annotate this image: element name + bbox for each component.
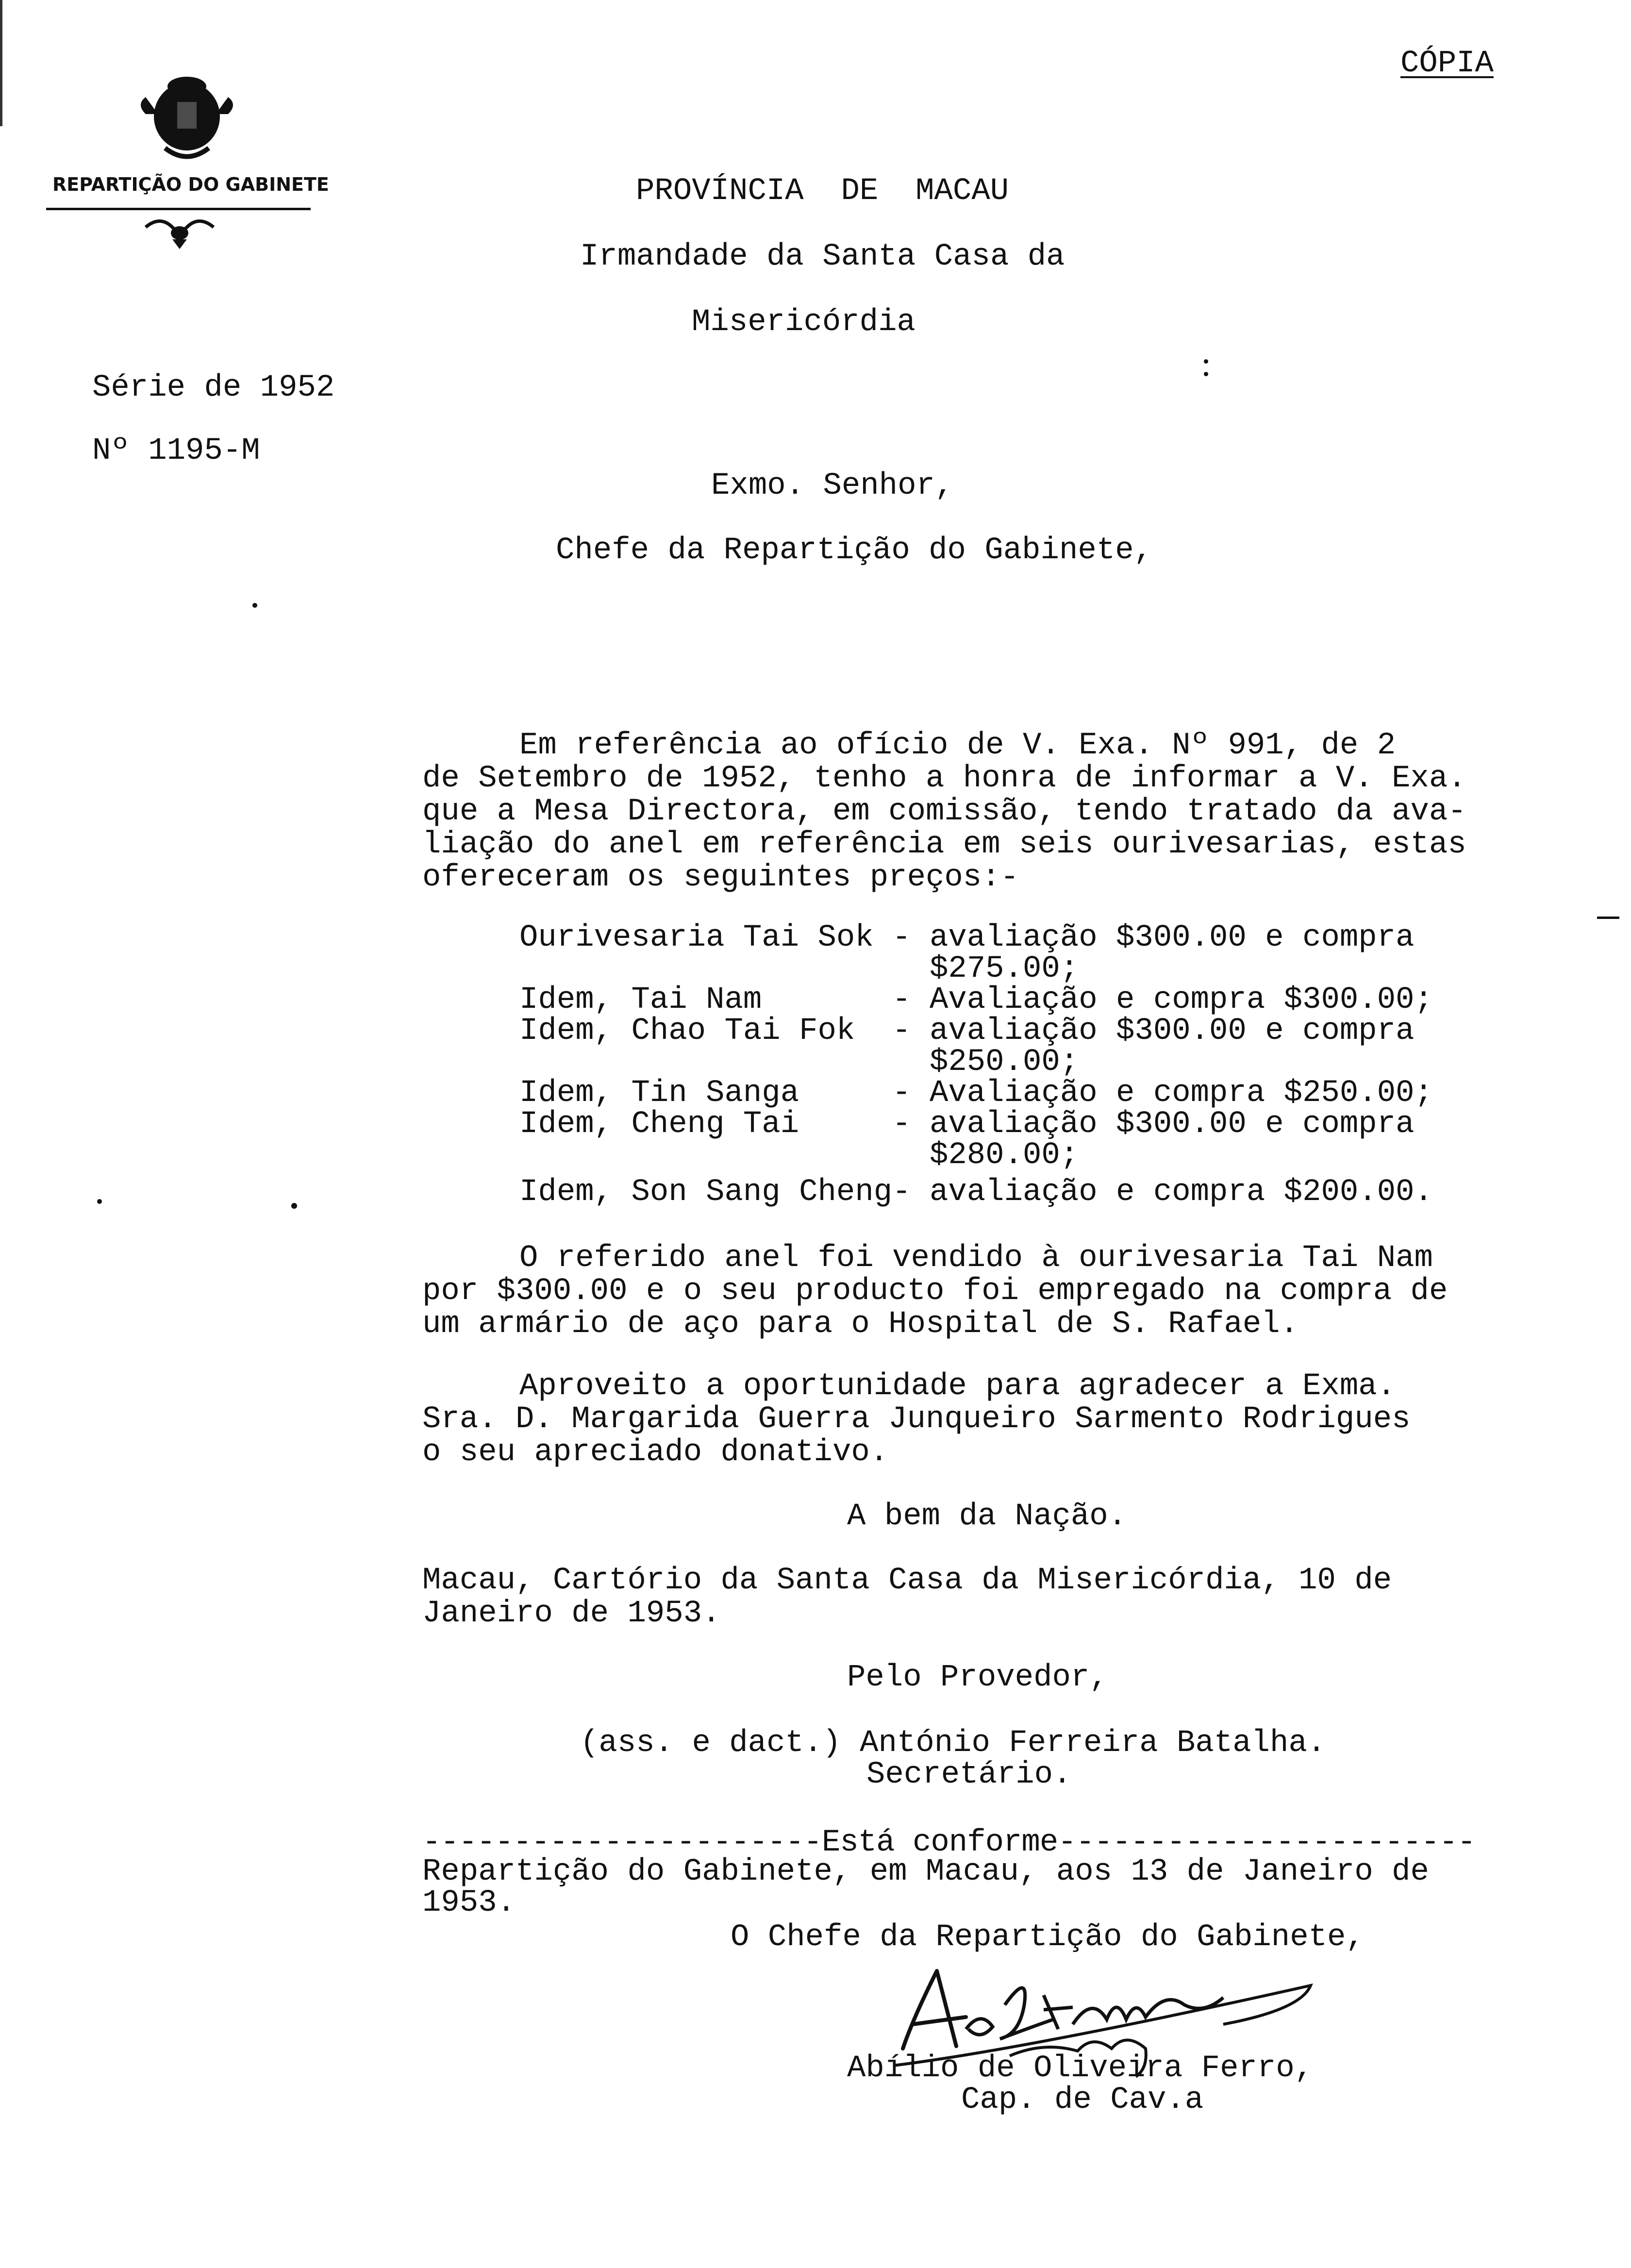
addressee: Chefe da Repartição do Gabinete, xyxy=(556,533,1152,568)
scan-mark xyxy=(1597,917,1619,919)
reference-number: Nº 1195-M xyxy=(92,434,260,468)
body-line: de Setembro de 1952, tenho a honra de informar a V. Exa. xyxy=(422,761,1466,796)
scan-speck xyxy=(97,1199,102,1204)
scan-speck xyxy=(1204,372,1208,376)
copy-mark: CÓPIA xyxy=(1400,46,1494,81)
body-line: liação do anel em referência em seis ourivesarias, estas xyxy=(422,827,1466,862)
offer-line: Idem, Tai Nam - Avaliação e compra $300.00; xyxy=(519,983,1433,1017)
salutation: Exmo. Senhor, xyxy=(711,468,954,503)
heading-misericordia: Misericórdia xyxy=(692,305,915,340)
offer-line: Idem, Son Sang Cheng- avaliação e compra $200.00. xyxy=(519,1175,1433,1210)
signatory-line: (ass. e dact.) António Ferreira Batalha. xyxy=(580,1726,1326,1761)
office-name: REPARTIÇÃO DO GABINETE xyxy=(52,174,329,195)
certification-line: 1953. xyxy=(422,1885,516,1920)
chief-title: O Chefe da Repartição do Gabinete, xyxy=(731,1920,1365,1955)
scan-speck xyxy=(291,1203,297,1209)
ornament-icon xyxy=(141,213,218,251)
signoff: Pelo Provedor, xyxy=(847,1660,1108,1695)
offer-line: Idem, Tin Sanga - Avaliação e compra $250.00; xyxy=(519,1076,1433,1111)
series-label: Série de 1952 xyxy=(92,370,335,405)
body-line: o seu apreciado donativo. xyxy=(422,1435,889,1470)
offer-line: Idem, Cheng Tai - avaliação $300.00 e compra xyxy=(519,1107,1415,1142)
body-line: um armário de aço para o Hospital de S. Rafael. xyxy=(422,1307,1299,1342)
scan-edge xyxy=(0,0,2,126)
body-line: por $300.00 e o seu producto foi empregado na compra de xyxy=(422,1274,1448,1309)
offer-line: Idem, Chao Tai Fok - avaliação $300.00 e compra xyxy=(519,1014,1415,1049)
body-line: Sra. D. Margarida Guerra Junqueiro Sarmento Rodrigues xyxy=(422,1402,1411,1437)
letterhead-rule xyxy=(46,208,311,210)
body-line: O referido anel foi vendido à ourivesaria Tai Nam xyxy=(519,1241,1433,1276)
body-line: Em referência ao ofício de V. Exa. Nº 991, de 2 xyxy=(519,728,1396,763)
signatory-name: Abílio de Oliveira Ferro, xyxy=(847,2051,1314,2086)
heading-province: PROVÍNCIA DE MACAU xyxy=(636,174,1009,209)
coat-of-arms-icon xyxy=(131,68,243,165)
conformity-line: ----------------------Está conforme----------------------- xyxy=(422,1825,1476,1860)
signatory-title: Secretário. xyxy=(866,1757,1072,1792)
offer-line: Ourivesaria Tai Sok - avaliação $300.00 e compra xyxy=(519,920,1415,955)
scan-speck xyxy=(1204,359,1208,364)
place-date-line: Macau, Cartório da Santa Casa da Misericórdia, 10 de xyxy=(422,1563,1392,1598)
place-date-line: Janeiro de 1953. xyxy=(422,1596,721,1631)
body-line: que a Mesa Directora, em comissão, tendo tratado da ava- xyxy=(422,794,1466,829)
body-line: ofereceram os seguintes preços:- xyxy=(422,860,1019,895)
heading-brotherhood: Irmandade da Santa Casa da xyxy=(580,239,1065,274)
offer-line: $275.00; xyxy=(519,951,1079,986)
closing-formula: A bem da Nação. xyxy=(847,1499,1127,1534)
offer-line: $250.00; xyxy=(519,1045,1079,1080)
offer-line: $280.00; xyxy=(519,1138,1079,1173)
scan-speck xyxy=(252,603,257,608)
body-line: Aproveito a oportunidade para agradecer a Exma. xyxy=(519,1369,1396,1404)
signatory-rank: Cap. de Cav.a xyxy=(961,2083,1204,2118)
certification-line: Repartição do Gabinete, em Macau, aos 13 de Janeiro de xyxy=(422,1854,1429,1889)
